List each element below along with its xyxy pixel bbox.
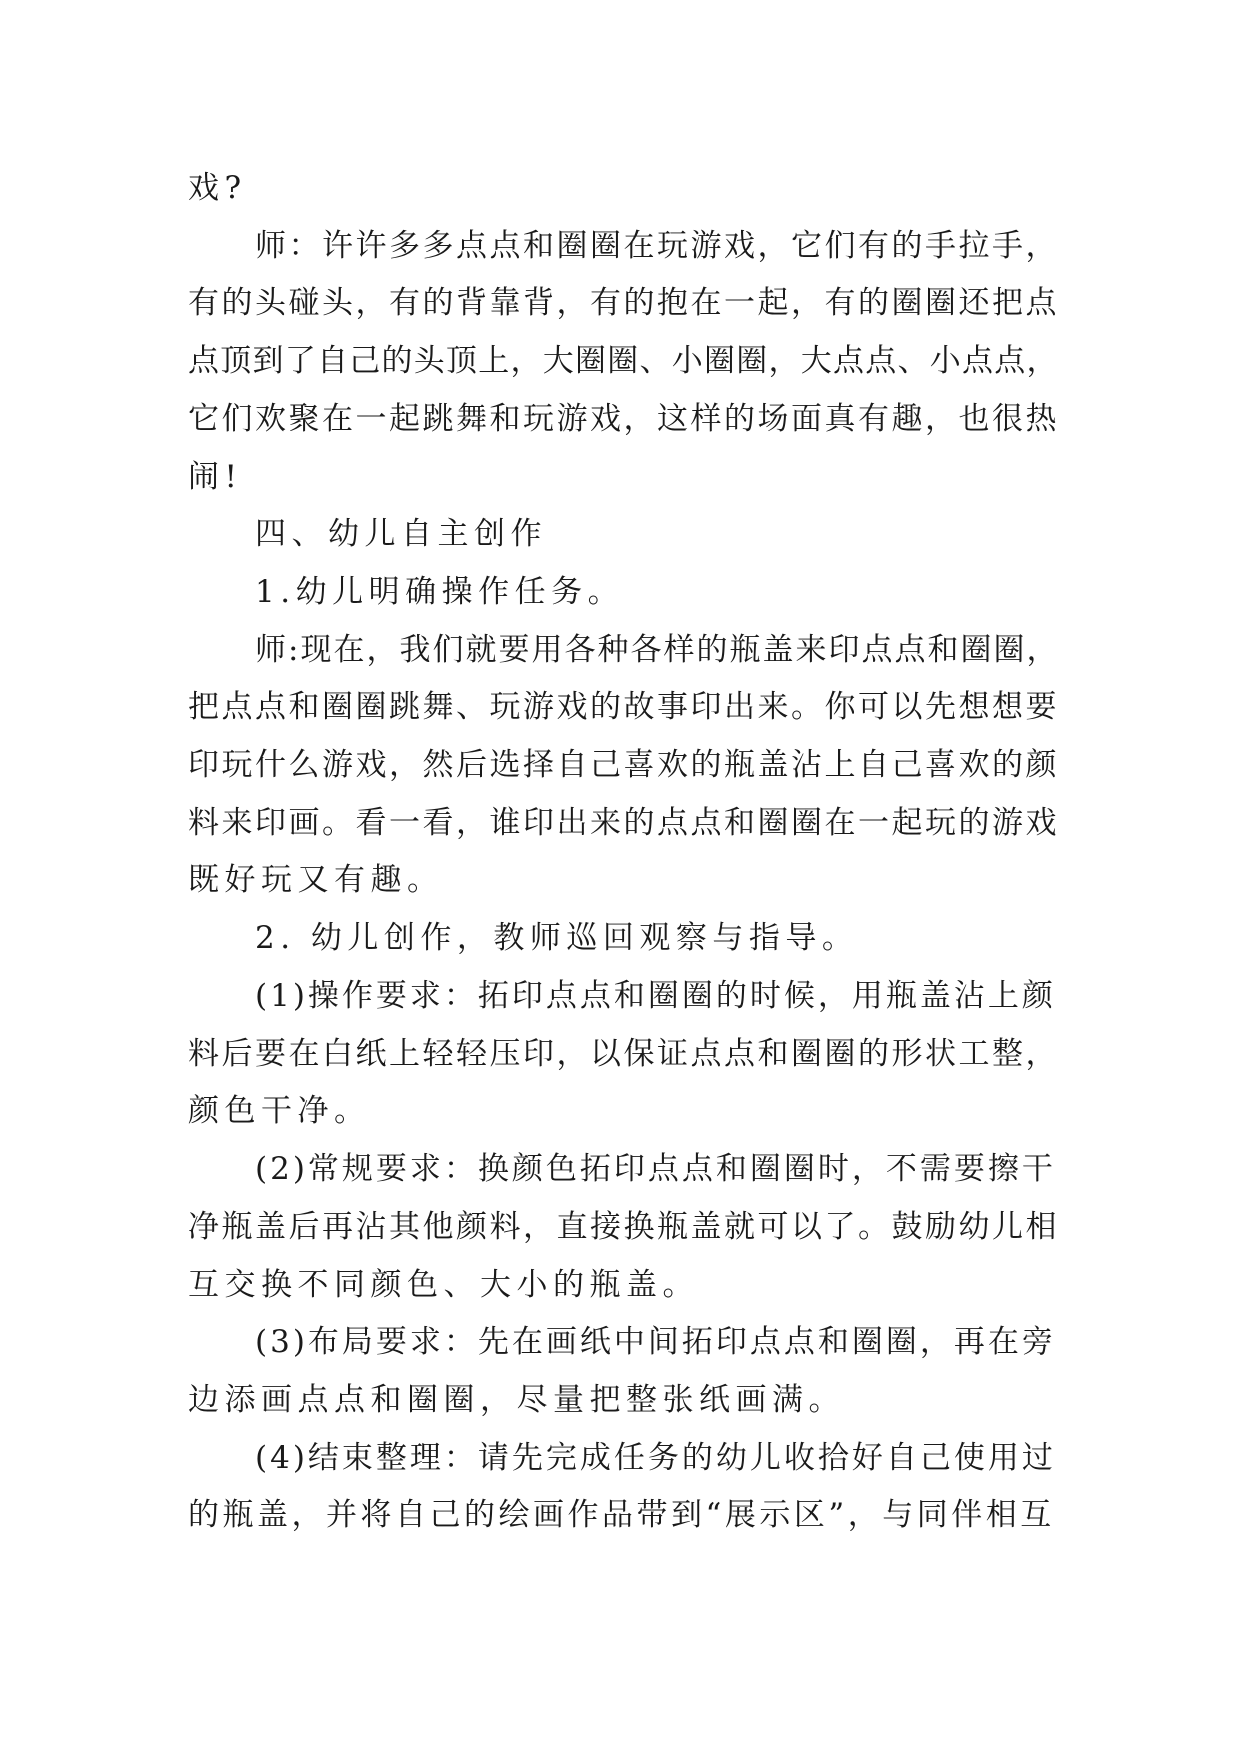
- text-line: 戏?: [188, 170, 247, 206]
- text-line: 2. 幼儿创作，教师巡回观察与指导。: [255, 920, 859, 956]
- text-line: 料来印画。看一看，谁印出来的点点和圈圈在一起玩的游戏: [188, 805, 1059, 841]
- text-line: 师：许许多多点点和圈圈在玩游戏，它们有的手拉手，: [255, 228, 1059, 264]
- text-line: 印玩什么游戏，然后选择自己喜欢的瓶盖沾上自己喜欢的颜: [188, 747, 1059, 783]
- text-line: 把点点和圈圈跳舞、玩游戏的故事印出来。你可以先想想要: [188, 689, 1059, 725]
- text-line: (3)布局要求：先在画纸中间拓印点点和圈圈，再在旁: [255, 1324, 1056, 1360]
- text-line: 互交换不同颜色、大小的瓶盖。: [188, 1267, 699, 1303]
- section-heading: 四、幼儿自主创作: [255, 516, 547, 552]
- text-line: 闹!: [188, 459, 243, 495]
- text-line: 点顶到了自己的头顶上，大圈圈、小圈圈，大点点、小点点，: [188, 343, 1059, 379]
- text-line: 既好玩又有趣。: [188, 862, 444, 898]
- text-line: 它们欢聚在一起跳舞和玩游戏，这样的场面真有趣，也很热: [188, 401, 1059, 437]
- text-line: 师:现在，我们就要用各种各样的瓶盖来印点点和圈圈，: [255, 632, 1060, 668]
- text-line: 边添画点点和圈圈，尽量把整张纸画满。: [188, 1382, 845, 1418]
- text-line: 颜色干净。: [188, 1093, 371, 1129]
- text-line: 料后要在白纸上轻轻压印，以保证点点和圈圈的形状工整，: [188, 1036, 1059, 1072]
- text-line: (2)常规要求：换颜色拓印点点和圈圈时，不需要擦干: [255, 1151, 1056, 1187]
- text-line: 1.幼儿明确操作任务。: [255, 574, 625, 610]
- text-line: 有的头碰头，有的背靠背，有的抱在一起，有的圈圈还把点: [188, 285, 1059, 321]
- text-line: (1)操作要求：拓印点点和圈圈的时候，用瓶盖沾上颜: [255, 978, 1056, 1014]
- text-line: 的瓶盖，并将自己的绘画作品带到“展示区”，与同伴相互: [188, 1497, 1055, 1533]
- text-line: (4)结束整理：请先完成任务的幼儿收拾好自己使用过: [255, 1440, 1056, 1476]
- text-line: 净瓶盖后再沾其他颜料，直接换瓶盖就可以了。鼓励幼儿相: [188, 1209, 1059, 1245]
